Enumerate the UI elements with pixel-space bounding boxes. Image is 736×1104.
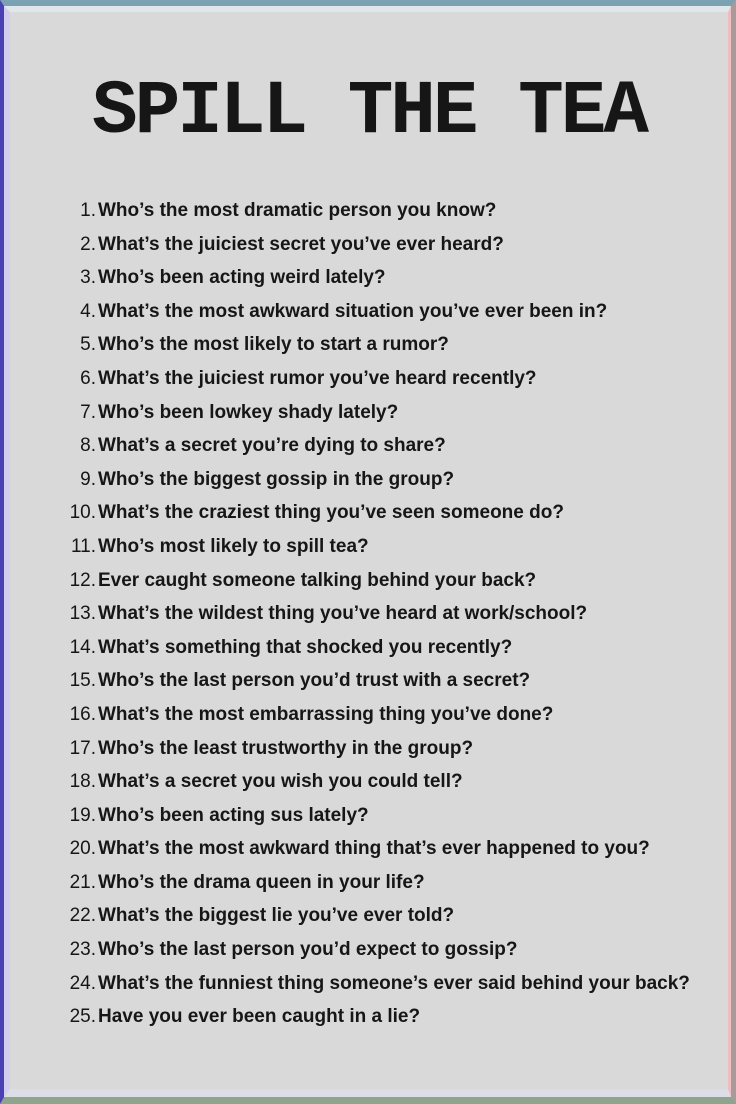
list-item [65, 530, 705, 564]
item-number: 25. [69, 1006, 96, 1028]
list-item [65, 1000, 705, 1034]
item-text: What’s the juiciest rumor you’ve heard recently? [98, 367, 537, 389]
item-text: Who’s the last person you’d expect to gossip? [98, 939, 518, 961]
item-text: What’s the most embarrassing thing you’ve done? [98, 703, 554, 725]
list-item [65, 429, 705, 463]
list-item [65, 564, 705, 598]
item-number: 2. [80, 233, 96, 255]
item-text: What’s the wildest thing you’ve heard at work/school? [98, 603, 588, 625]
item-text: Who’s the least trustworthy in the group? [98, 737, 474, 759]
item-number: 9. [80, 468, 96, 490]
item-number: 7. [80, 401, 96, 423]
item-number: 23. [69, 939, 96, 961]
list-item [65, 899, 705, 933]
item-number: 12. [69, 569, 96, 591]
item-text: Who’s the most dramatic person you know? [98, 200, 497, 221]
list-item [65, 631, 705, 665]
list-item [65, 967, 705, 1001]
list-item [65, 866, 705, 900]
list-item [65, 832, 705, 866]
item-number: 1. [80, 200, 96, 221]
item-text: Who’s the most likely to start a rumor? [98, 334, 449, 356]
item-text: What’s the juiciest secret you’ve ever heard? [98, 233, 504, 255]
item-text: What’s a secret you wish you could tell? [98, 771, 463, 793]
page-title: SPILL THE TEA [92, 69, 646, 155]
list-item [65, 496, 705, 530]
item-number: 15. [69, 670, 96, 692]
item-text: What’s the craziest thing you’ve seen someone do? [98, 502, 564, 524]
list-item [65, 698, 705, 732]
item-text: Ever caught someone talking behind your back? [98, 569, 537, 591]
item-number: 16. [69, 703, 96, 725]
item-text: Who’s been acting sus lately? [98, 804, 369, 826]
item-number: 24. [69, 972, 96, 994]
list-item [65, 396, 705, 430]
list-item [65, 765, 705, 799]
list-item [65, 732, 705, 766]
item-text: Who’s been acting weird lately? [98, 267, 386, 289]
item-text: What’s the funniest thing someone’s ever said behind your back? [98, 972, 690, 994]
item-text: What’s something that shocked you recently? [98, 636, 513, 658]
item-number: 5. [80, 334, 96, 356]
question-list [65, 194, 705, 1034]
item-number: 3. [80, 267, 96, 289]
item-number: 17. [69, 737, 96, 759]
item-number: 19. [69, 804, 96, 826]
item-text: Who’s the last person you’d trust with a secret? [98, 670, 531, 692]
item-number: 6. [80, 367, 96, 389]
item-number: 4. [80, 300, 96, 322]
item-text: What’s a secret you’re dying to share? [98, 435, 446, 457]
item-text: Who’s been lowkey shady lately? [98, 401, 399, 423]
list-item [65, 328, 705, 362]
list-item [65, 664, 705, 698]
item-number: 21. [69, 871, 96, 893]
list-item [65, 295, 705, 329]
item-number: 14. [69, 636, 96, 658]
item-text: Have you ever been caught in a lie? [98, 1006, 421, 1028]
item-number: 8. [80, 435, 96, 457]
item-number: 22. [69, 905, 96, 927]
item-text: What’s the most awkward thing that’s ever happened to you? [98, 838, 650, 860]
item-number: 13. [69, 603, 96, 625]
item-text: Who’s most likely to spill tea? [98, 535, 369, 557]
list-item [65, 362, 705, 396]
list-item [65, 933, 705, 967]
item-text: What’s the most awkward situation you’ve ever been in? [98, 300, 608, 322]
poster-background [4, 6, 731, 1097]
list-item [65, 597, 705, 631]
item-number: 10. [69, 502, 96, 524]
list-item [65, 228, 705, 262]
item-number: 11. [70, 535, 96, 557]
list-item [65, 463, 705, 497]
item-number: 18. [69, 771, 96, 793]
item-text: What’s the biggest lie you’ve ever told? [98, 905, 455, 927]
list-item [65, 799, 705, 833]
item-text: Who’s the drama queen in your life? [98, 871, 425, 893]
item-text: Who’s the biggest gossip in the group? [98, 468, 455, 490]
item-number: 20. [69, 838, 96, 860]
list-item [65, 261, 705, 295]
list-item [65, 194, 705, 228]
